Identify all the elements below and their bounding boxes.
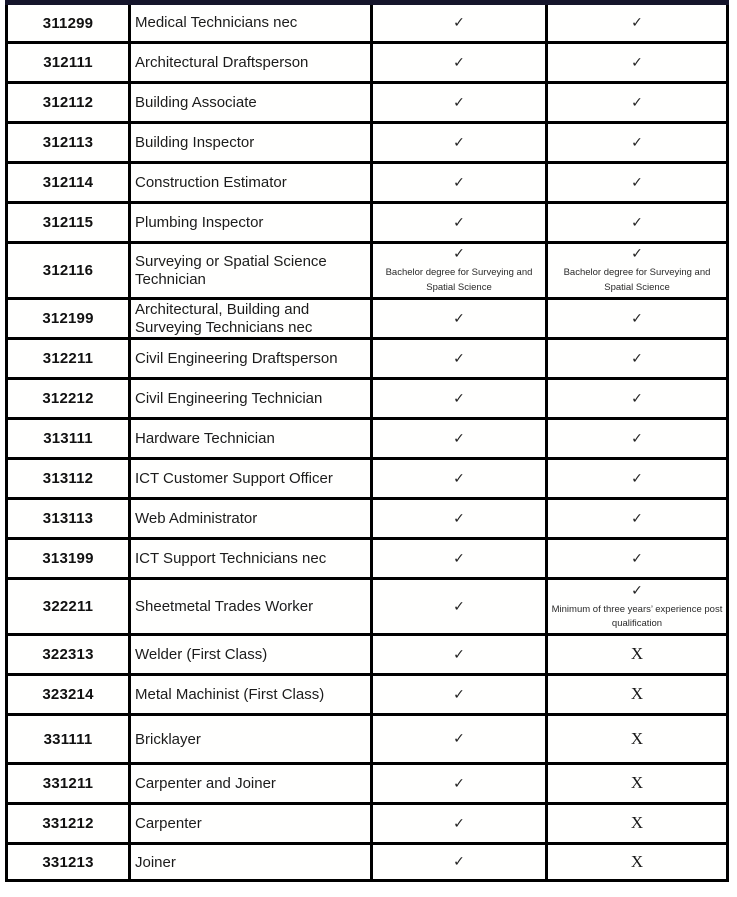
table-row [7,3,728,43]
eligibility-mark-cell [547,203,728,243]
check-icon: ✓ [453,854,465,871]
occupation-name-cell [130,419,372,459]
occupation-name-cell [130,163,372,203]
eligibility-note: Minimum of three years’ experience post qualification [551,603,723,630]
eligibility-mark-cell [547,715,728,764]
eligibility-note: Bachelor degree for Surveying and Spatial Science [563,267,711,293]
occupation-name: Sheetmetal Trades Worker [135,598,314,616]
eligibility-mark-cell [547,83,728,123]
qualification-mark-cell [372,163,547,203]
cross-icon: X [630,644,644,664]
occupation-name: Civil Engineering Technician [135,390,323,408]
occupation-code: 312116 [42,262,94,279]
eligibility-mark-cell [547,43,728,83]
qualification-mark-cell [372,539,547,579]
occupation-code-cell [7,83,130,123]
check-icon: ✓ [453,731,465,748]
occupation-name: Web Administrator [135,510,258,528]
check-icon: ✓ [631,94,643,111]
occupation-name-cell [130,499,372,539]
check-icon: ✓ [631,550,643,567]
eligibility-mark-cell [547,499,728,539]
check-icon: ✓ [453,470,465,487]
eligibility-mark-cell [547,675,728,715]
check-icon: ✓ [453,214,465,231]
occupation-name: Carpenter and Joiner [135,775,276,793]
check-icon: ✓ [631,350,643,367]
occupation-name: Metal Machinist (First Class) [135,686,325,704]
qualification-mark-cell [372,715,547,764]
check-icon: ✓ [631,470,643,487]
occupation-code-cell [7,299,130,339]
occupation-code: 313199 [42,550,94,568]
occupation-name: ICT Support Technicians nec [135,550,327,568]
table-row [7,539,728,579]
check-icon: ✓ [453,390,465,407]
occupation-code: 312114 [42,174,94,191]
occupation-name-cell [130,804,372,844]
occupation-name-cell [130,299,372,339]
cross-icon: X [630,813,644,833]
cross-icon: X [630,851,644,871]
table-row [7,43,728,83]
check-icon: ✓ [631,310,643,327]
occupation-code-cell [7,3,130,43]
eligibility-mark-cell [547,539,728,579]
eligibility-mark-cell [547,579,728,635]
qualification-mark-cell [372,43,547,83]
table-row [7,579,728,635]
occupation-code: 312115 [42,214,94,231]
check-icon: ✓ [631,174,643,191]
check-icon: ✓ [631,54,643,71]
qualification-mark-cell [372,419,547,459]
table-row [7,83,728,123]
occupation-name-cell [130,243,372,299]
qualification-mark-cell [372,804,547,844]
occupation-code-cell [7,499,130,539]
occupation-code: 313111 [43,430,93,448]
table-row [7,339,728,379]
check-icon: ✓ [453,510,465,527]
occupation-code: 331213 [42,853,94,871]
occupation-name-cell [130,203,372,243]
qualification-mark-cell [372,83,547,123]
occupation-name-cell [130,715,372,764]
occupation-name-cell [130,844,372,881]
occupation-code: 331211 [42,775,94,793]
qualification-note: Bachelor degree for Surveying and Spatial Science [385,267,533,293]
check-icon: ✓ [453,174,465,191]
occupation-name: Welder (First Class) [135,646,268,664]
occupation-name: Civil Engineering Draftsperson [135,350,338,368]
occupation-code-cell [7,459,130,499]
eligibility-mark-cell [547,299,728,339]
qualification-mark-cell [372,299,547,339]
occupation-name-cell [130,579,372,635]
occupation-name: Architectural Draftsperson [135,53,309,71]
occupation-code-cell [7,844,130,881]
occupation-eligibility-table [5,0,729,882]
table-row [7,379,728,419]
eligibility-mark-cell [547,844,728,881]
table-row [7,635,728,675]
qualification-mark-cell [372,123,547,163]
occupation-name: Plumbing Inspector [135,213,264,231]
check-icon: ✓ [631,246,643,263]
occupation-code: 312111 [43,54,93,71]
check-icon: ✓ [453,430,465,447]
occupation-name: Surveying or Spatial Science Technician [135,252,327,288]
occupation-name: Hardware Technician [135,430,275,448]
occupation-code: 322313 [42,646,94,664]
occupation-code-cell [7,339,130,379]
occupation-code-cell [7,675,130,715]
occupation-name-cell [130,3,372,43]
check-icon: ✓ [453,775,465,792]
table-row [7,123,728,163]
check-icon: ✓ [631,390,643,407]
occupation-code-cell [7,123,130,163]
check-icon: ✓ [631,15,643,31]
cross-icon: X [630,728,644,748]
occupation-code: 312113 [42,134,94,151]
table-row [7,203,728,243]
occupation-name-cell [130,123,372,163]
occupation-name: Architectural, Building and Surveying Technicians nec [135,301,313,336]
eligibility-mark-cell [547,635,728,675]
occupation-code: 311299 [42,14,94,32]
cross-icon: X [630,773,644,793]
occupation-name-cell [130,83,372,123]
table-row [7,844,728,881]
eligibility-mark-cell [547,3,728,43]
occupation-name-cell [130,379,372,419]
table-row [7,675,728,715]
occupation-name: Building Inspector [135,133,255,151]
table-row [7,419,728,459]
occupation-name-cell [130,764,372,804]
occupation-name-cell [130,43,372,83]
occupation-name: Building Associate [135,93,257,111]
table-row [7,163,728,203]
qualification-mark-cell [372,339,547,379]
check-icon: ✓ [453,310,465,327]
occupation-code-cell [7,419,130,459]
occupation-name: ICT Customer Support Officer [135,470,333,488]
occupation-code-cell [7,163,130,203]
qualification-mark-cell [372,764,547,804]
qualification-mark-cell [372,459,547,499]
occupation-code-cell [7,379,130,419]
occupation-code-cell [7,203,130,243]
occupation-code: 313113 [42,510,94,528]
occupation-code-cell [7,539,130,579]
occupation-code: 312212 [42,390,94,408]
eligibility-mark-cell [547,459,728,499]
qualification-mark-cell [372,499,547,539]
qualification-mark-cell [372,635,547,675]
qualification-mark-cell [372,579,547,635]
eligibility-mark-cell [547,123,728,163]
check-icon: ✓ [453,646,465,663]
occupation-code-cell [7,764,130,804]
table-row [7,764,728,804]
qualification-mark-cell [372,3,547,43]
occupation-name: Medical Technicians nec [135,14,298,32]
occupation-code-cell [7,715,130,764]
occupation-code: 312112 [42,94,94,111]
occupation-code: 312211 [42,350,94,368]
check-icon: ✓ [453,350,465,367]
qualification-mark-cell [372,675,547,715]
check-icon: ✓ [453,94,465,111]
check-icon: ✓ [453,54,465,71]
table-row [7,499,728,539]
occupation-code-cell [7,243,130,299]
check-icon: ✓ [631,214,643,231]
qualification-mark-cell [372,379,547,419]
occupation-code-cell [7,579,130,635]
occupation-name: Bricklayer [135,730,201,748]
qualification-mark-cell [372,243,547,299]
check-icon: ✓ [453,15,465,31]
table-row [7,804,728,844]
occupation-name: Construction Estimator [135,173,287,191]
check-icon: ✓ [631,430,643,447]
check-icon: ✓ [453,134,465,151]
check-icon: ✓ [453,246,465,263]
occupation-code: 313112 [42,470,94,488]
occupation-name-cell [130,675,372,715]
occupation-code: 322211 [42,598,94,616]
eligibility-mark-cell [547,764,728,804]
eligibility-mark-cell [547,419,728,459]
check-icon: ✓ [631,510,643,527]
occupation-name: Carpenter [135,815,202,833]
occupation-name-cell [130,635,372,675]
table-body [7,3,728,881]
table-row [7,715,728,764]
eligibility-mark-cell [547,379,728,419]
occupation-code-cell [7,804,130,844]
occupation-name: Joiner [135,853,176,871]
table-row [7,299,728,339]
occupation-code: 331212 [42,815,94,833]
occupation-code: 323214 [42,686,94,704]
cross-icon: X [630,684,644,704]
occupation-name-cell [130,459,372,499]
occupation-name-cell [130,539,372,579]
eligibility-mark-cell [547,243,728,299]
eligibility-mark-cell [547,339,728,379]
check-icon: ✓ [631,134,643,151]
occupation-code: 312199 [42,310,94,328]
qualification-mark-cell [372,844,547,881]
occupation-name-cell [130,339,372,379]
table-row [7,243,728,299]
occupation-code-cell [7,635,130,675]
occupation-code: 331111 [43,730,93,748]
qualification-mark-cell [372,203,547,243]
check-icon: ✓ [453,815,465,832]
table-row [7,459,728,499]
occupation-code-cell [7,43,130,83]
check-icon: ✓ [453,686,465,703]
check-icon: ✓ [453,598,465,615]
eligibility-mark-cell [547,163,728,203]
eligibility-mark-cell [547,804,728,844]
check-icon: ✓ [631,582,643,599]
check-icon: ✓ [453,550,465,567]
